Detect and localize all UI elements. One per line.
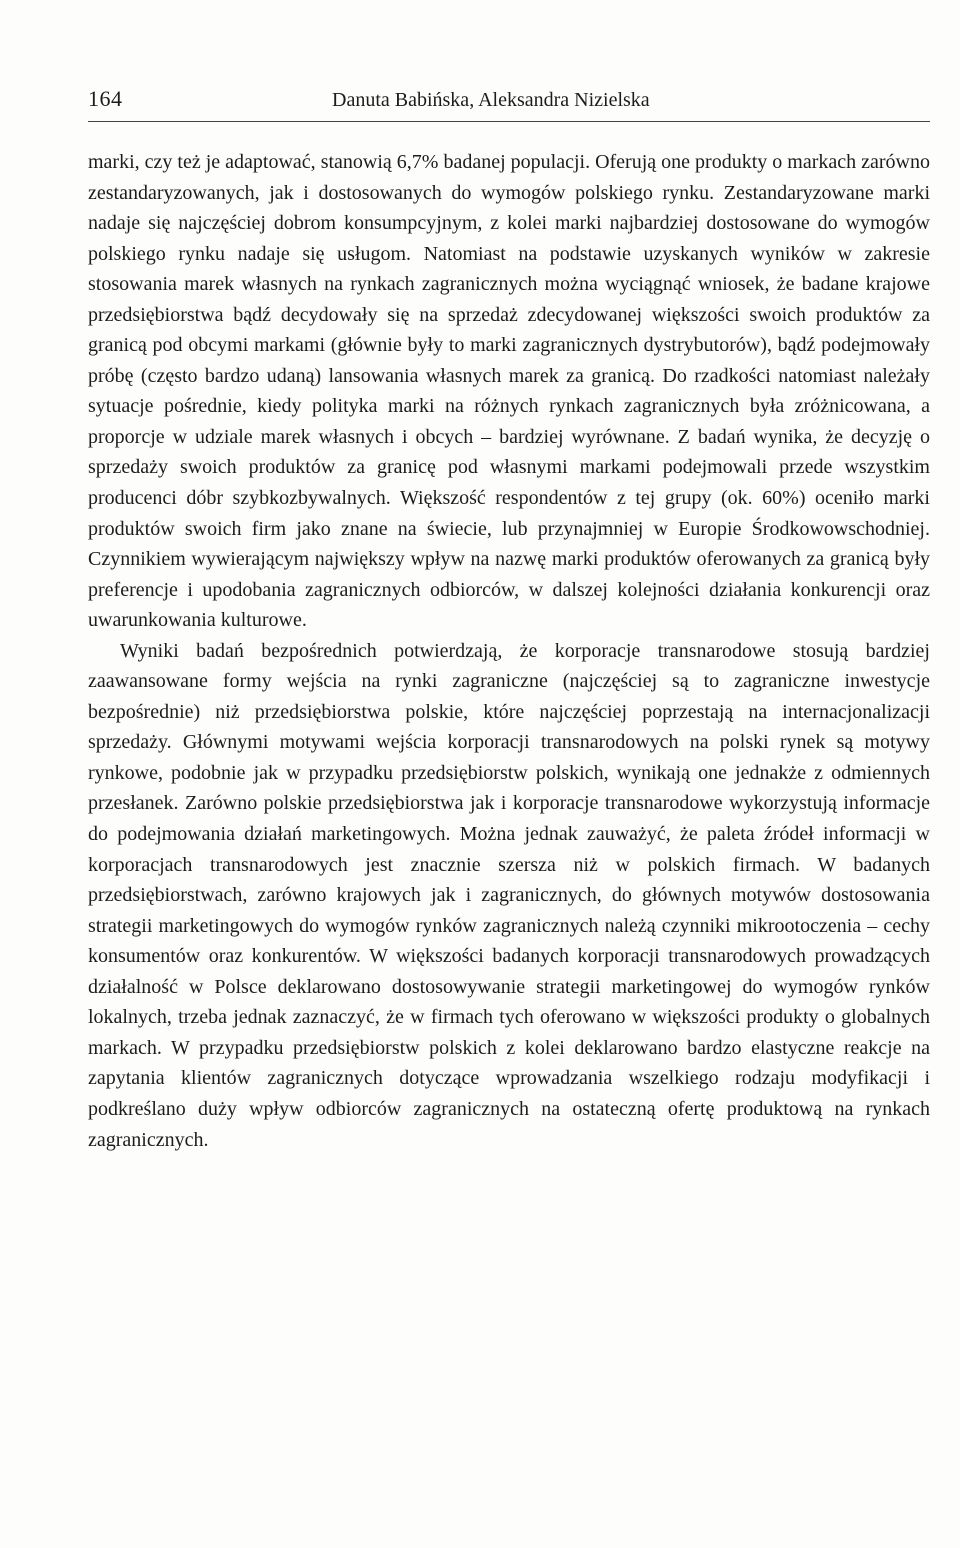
page-number: 164: [88, 86, 123, 111]
body-text: [88, 147, 930, 1155]
page-header: [88, 84, 930, 124]
paragraph-1: marki, czy też je adaptować, stanowią 6,7% badanej populacji. Oferują one produkty o markach zarówno zestandaryzowanych, jak i dostosowanych do wymogów polskiego rynku. Zestandaryzowane marki nadaje się najczęściej dobrom konsumpcyjnym, z kolei marki najbardziej dostosowane do wymogów polskiego rynku nadaje się usługom. Natomiast na podstawie uzyskanych wyników w zakresie stosowania marek własnych na rynkach zagranicznych można wyciągnąć wniosek, że badane krajowe przedsiębiorstwa bądź decydowały się na sprzedaż zdecydowanej większości swoich produktów za granicą pod obcymi markami (głównie były to marki zagranicznych dystrybutorów), bądź podejmowały próbę (często bardzo udaną) lansowania własnych marek za granicą. Do rzadkości natomiast należały sytuacje pośrednie, kiedy polityka marki na różnych rynkach zagranicznych była zróżnicowana, a proporcje w udziale marek własnych i obcych – bardziej wyrównane. Z badań wynika, że decyzję o sprzedaży swoich produktów za granicę pod własnymi markami podejmowali przede wszystkim producenci dóbr szybkozbywalnych. Większość respondentów z tej grupy (ok. 60%) oceniło marki produktów swoich firm jako znane na świecie, lub przynajmniej w Europie Środkowowschodniej. Czynnikiem wywierającym największy wpływ na nazwę marki produktów oferowanych za granicą były preferencje i upodobania zagranicznych odbiorców, w dalszej kolejności działania konkurencji oraz uwarunkowania kulturowe.: [88, 151, 930, 632]
header-rule: [88, 121, 930, 122]
running-head: Danuta Babińska, Aleksandra Nizielska: [332, 89, 650, 111]
paragraph-2: Wyniki badań bezpośrednich potwierdzają, że korporacje transnarodowe stosują bardziej zaawansowane formy wejścia na rynki zagraniczne (najczęściej są to zagraniczne inwestycje bezpośrednie) niż przedsiębiorstwa polskie, które najczęściej poprzestają na internacjonalizacji sprzedaży. Głównymi motywami wejścia korporacji transnarodowych na polski rynek są motywy rynkowe, podobnie jak w przypadku przedsiębiorstw polskich, wynikają one jednakże z odmiennych przesłanek. Zarówno polskie przedsiębiorstwa jak i korporacje transnarodowe wykorzystują informacje do podejmowania działań marketingowych. Można jednak zauważyć, że paleta źródeł informacji w korporacjach transnarodowych jest znacznie szersza niż w polskich firmach. W badanych przedsiębiorstwach, zarówno krajowych jak i zagranicznych, do głównych motywów dostosowania strategii marketingowych do wymogów rynków zagranicznych należą czynniki mikrootoczenia – cechy konsumentów oraz konkurentów. W większości badanych korporacji transnarodowych prowadzących działalność w Polsce deklarowano dostosowywanie strategii marketingowej do wymogów rynków lokalnych, trzeba jednak zaznaczyć, że w firmach tych oferowano w większości produkty o globalnych markach. W przypadku przedsiębiorstw polskich z kolei deklarowano bardzo elastyczne reakcje na zapytania klientów zagranicznych dotyczące wprowadzania wszelkiego rodzaju modyfikacji i podkreślano duży wpływ odbiorców zagranicznych na ostateczną ofertę produktową na rynkach zagranicznych.: [88, 639, 930, 1151]
